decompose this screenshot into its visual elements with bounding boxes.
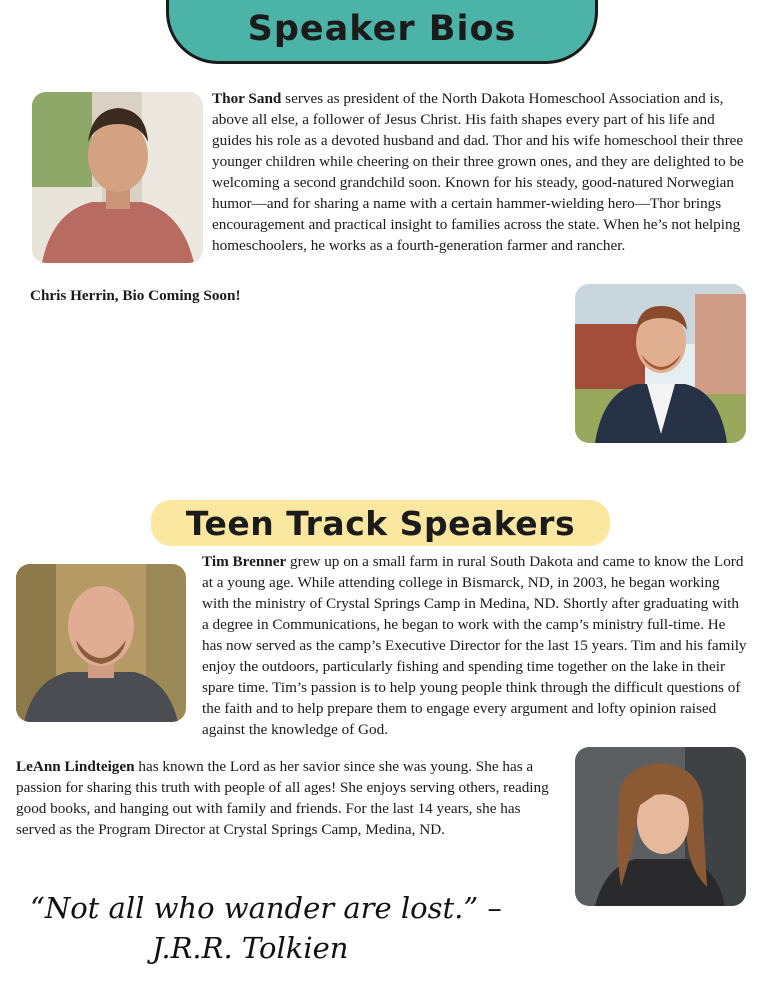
thor-sand-name: Thor Sand	[212, 90, 282, 107]
leann-lindteigen-bio-text: has known the Lord as her savior since she was young. She has a passion for sharing this truth with people of all ages! She enjoys serving others, reading good books, and hanging out with family and friends. For the last 14 years, she has served as the Program Director at Crystal Springs Camp, Medina, ND.	[16, 758, 549, 838]
thor-sand-bio	[212, 88, 752, 256]
tolkien-quote	[30, 888, 530, 968]
quote-attribution: J.R.R. Tolkien	[152, 931, 349, 965]
page-title: Speaker Bios	[247, 9, 517, 49]
speaker-bios-banner	[166, 0, 598, 64]
leann-lindteigen-name: LeAnn Lindteigen	[16, 758, 135, 775]
leann-lindteigen-photo	[575, 747, 746, 906]
chris-herrin-name: Chris Herrin, Bio Coming Soon!	[30, 287, 241, 304]
tim-brenner-bio-text: grew up on a small farm in rural South Dakota and came to know the Lord at a young age. While attending college in Bismarck, ND, in 2003, he began working with the ministry of Crystal Springs Camp in Medina, ND. Shortly after graduating with a degree in Communications, he began to work with the camp’s ministry full-time. He has now served as the camp’s Executive Director for the last 15 years. Tim and his family enjoy the outdoors, particularly fishing and spending time together on the lake in their spare time. Tim’s passion is to help young people think through the difficult questions of the faith and to help prepare them to engage every argument and lofty opinion raised against the knowledge of God.	[202, 553, 747, 738]
teen-track-heading	[151, 500, 610, 546]
teen-track-title: Teen Track Speakers	[185, 503, 576, 543]
chris-herrin-photo	[575, 284, 746, 443]
thor-sand-bio-text: serves as president of the North Dakota Homeschool Association and is, above all else, a follower of Jesus Christ. His faith shapes every part of his life and guides his role as a devoted husband and dad. Thor and his wife homeschool their three younger children while cheering on their three grown ones, and they are delighted to be welcoming a second grandchild soon. Known for his steady, good-natured Norwegian humor—and for sharing a name with a certain hammer-wielding hero—Thor brings encouragement and practical insight to families across the state. When he’s not helping homeschoolers, he works as a fourth-generation farmer and rancher.	[212, 90, 744, 254]
quote-line-1: “Not all who wander are lost.” –	[30, 891, 502, 925]
tim-brenner-name: Tim Brenner	[202, 553, 287, 570]
tim-brenner-photo	[16, 564, 186, 722]
chris-herrin-bio	[30, 285, 430, 306]
tim-brenner-bio	[202, 551, 748, 740]
thor-sand-photo	[32, 92, 203, 263]
leann-lindteigen-bio	[16, 756, 561, 840]
